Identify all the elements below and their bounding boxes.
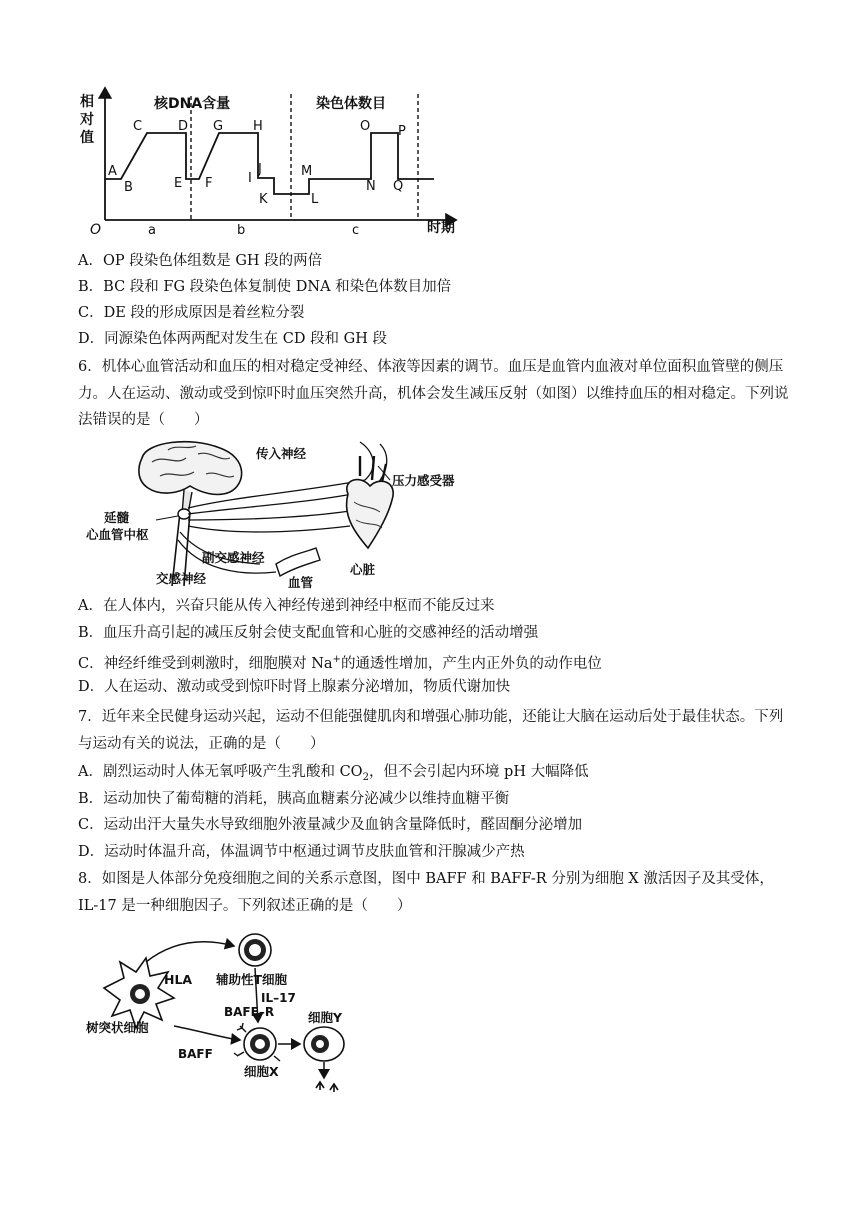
svg-text:Q: Q xyxy=(393,179,404,194)
svg-text:值: 值 xyxy=(80,130,94,146)
svg-text:辅助性T细胞: 辅助性T细胞 xyxy=(216,972,288,987)
q5-option-b: B．BC 段和 FG 段染色体复制使 DNA 和染色体数目加倍 xyxy=(78,279,452,295)
svg-text:传入神经: 传入神经 xyxy=(256,446,307,461)
svg-text:B: B xyxy=(124,180,133,195)
q8-stem: 8．如图是人体部分免疫细胞之间的关系示意图，图中 BAFF 和 BAFF-R 分别为细胞 X 激活因子及其受体，IL-17 是一种细胞因子。下列叙述正确的是（ ） xyxy=(78,871,774,914)
svg-text:a: a xyxy=(148,223,156,238)
svg-text:心脏: 心脏 xyxy=(350,562,376,577)
q6-option-c: C．神经纤维受到刺激时，细胞膜对 Na+的通透性增加，产生内正外负的动作电位 xyxy=(78,654,602,672)
svg-text:延髓: 延髓 xyxy=(104,510,130,525)
svg-text:染色体数目: 染色体数目 xyxy=(316,96,386,112)
svg-text:IL–17: IL–17 xyxy=(261,991,296,1005)
svg-text:对: 对 xyxy=(80,112,94,128)
svg-text:压力感受器: 压力感受器 xyxy=(392,473,455,488)
q5-option-c: C．DE 段的形成原因是着丝粒分裂 xyxy=(78,305,305,321)
q7-option-a: A．剧烈运动时人体无氧呼吸产生乳酸和 $CO_2$，但不会引起内环境 pH 大幅降低 xyxy=(78,764,589,783)
baroreflex-diagram xyxy=(80,436,480,591)
svg-text:M: M xyxy=(301,164,313,179)
q5-option-a: A．OP 段染色体组数是 GH 段的两倍 xyxy=(78,253,323,269)
cell-y-illustration xyxy=(304,1027,344,1061)
q6-option-d: D．人在运动、激动或受到惊吓时肾上腺素分泌增加，物质代谢加快 xyxy=(78,679,511,695)
svg-text:C: C xyxy=(133,119,143,134)
svg-text:c: c xyxy=(352,223,360,238)
q6-stem: 6．机体心血管活动和血压的相对稳定受神经、体液等因素的调节。血压是血管内血液对单位面积血管壁的侧压力。人在运动、激动或受到惊吓时血压突然升高，机体会发生减压反射（如图）以维持血压的相对稳定。下列说法错误的是（ ） xyxy=(78,359,789,428)
svg-text:A: A xyxy=(108,164,117,179)
svg-text:D: D xyxy=(178,119,189,134)
svg-text:F: F xyxy=(205,176,213,191)
svg-text:P: P xyxy=(398,124,406,139)
svg-text:核DNA含量: 核DNA含量 xyxy=(154,96,231,112)
q5-option-d: D．同源染色体两两配对发生在 CD 段和 GH 段 xyxy=(78,331,388,347)
svg-text:I: I xyxy=(248,171,252,186)
svg-text:J: J xyxy=(258,162,262,177)
svg-text:细胞Y: 细胞Y xyxy=(308,1010,343,1025)
q6-option-b: B．血压升高引起的减压反射会使支配血管和心脏的交感神经的活动增强 xyxy=(78,625,539,641)
svg-text:O: O xyxy=(90,222,102,238)
svg-text:H: H xyxy=(253,119,263,134)
svg-text:心血管中枢: 心血管中枢 xyxy=(86,527,149,542)
svg-text:交感神经: 交感神经 xyxy=(156,571,207,586)
svg-text:E: E xyxy=(174,176,183,191)
q7-option-d: D．运动时体温升高，体温调节中枢通过调节皮肤血管和汗腺减少产热 xyxy=(78,844,525,860)
svg-text:b: b xyxy=(237,223,246,238)
immune-cell-diagram xyxy=(84,922,384,1102)
svg-text:时期: 时期 xyxy=(427,220,455,236)
q6-option-a: A．在人体内，兴奋只能从传入神经传递到神经中枢而不能反过来 xyxy=(78,598,495,614)
svg-text:O: O xyxy=(360,119,371,134)
heart-illustration xyxy=(347,480,394,548)
svg-text:G: G xyxy=(213,119,224,134)
antibody-icon xyxy=(316,1082,338,1092)
svg-text:HLA: HLA xyxy=(164,972,193,987)
svg-text:L: L xyxy=(311,192,319,207)
cell-x-illustration xyxy=(234,1023,280,1061)
q7-stem: 7．近年来全民健身运动兴起，运动不但能强健肌肉和增强心肺功能，还能让大脑在运动后处于最佳状态。下列与运动有关的说法，正确的是（ ） xyxy=(78,709,784,752)
svg-text:血管: 血管 xyxy=(288,575,314,590)
q7-option-c: C．运动出汗大量失水导致细胞外液量减少及血钠含量降低时，醛固酮分泌增加 xyxy=(78,817,583,833)
svg-text:BAFF: BAFF xyxy=(178,1047,213,1061)
brain-illustration xyxy=(139,442,242,495)
svg-text:BAFF–R: BAFF–R xyxy=(224,1005,275,1019)
svg-text:树突状细胞: 树突状细胞 xyxy=(86,1020,149,1035)
dendritic-cell-illustration xyxy=(104,958,174,1028)
svg-text:K: K xyxy=(259,192,268,207)
vessel-illustration xyxy=(276,548,320,576)
chromosome-curve xyxy=(291,133,434,194)
svg-text:细胞X: 细胞X xyxy=(244,1064,279,1079)
svg-text:N: N xyxy=(366,179,376,194)
svg-text:副交感神经: 副交感神经 xyxy=(202,550,265,565)
helper-t-cell-illustration xyxy=(239,934,271,966)
cell-division-graph xyxy=(76,86,476,246)
q7-option-b: B．运动加快了葡萄糖的消耗，胰高血糖素分泌减少以维持血糖平衡 xyxy=(78,791,510,807)
svg-text:相: 相 xyxy=(80,94,94,110)
